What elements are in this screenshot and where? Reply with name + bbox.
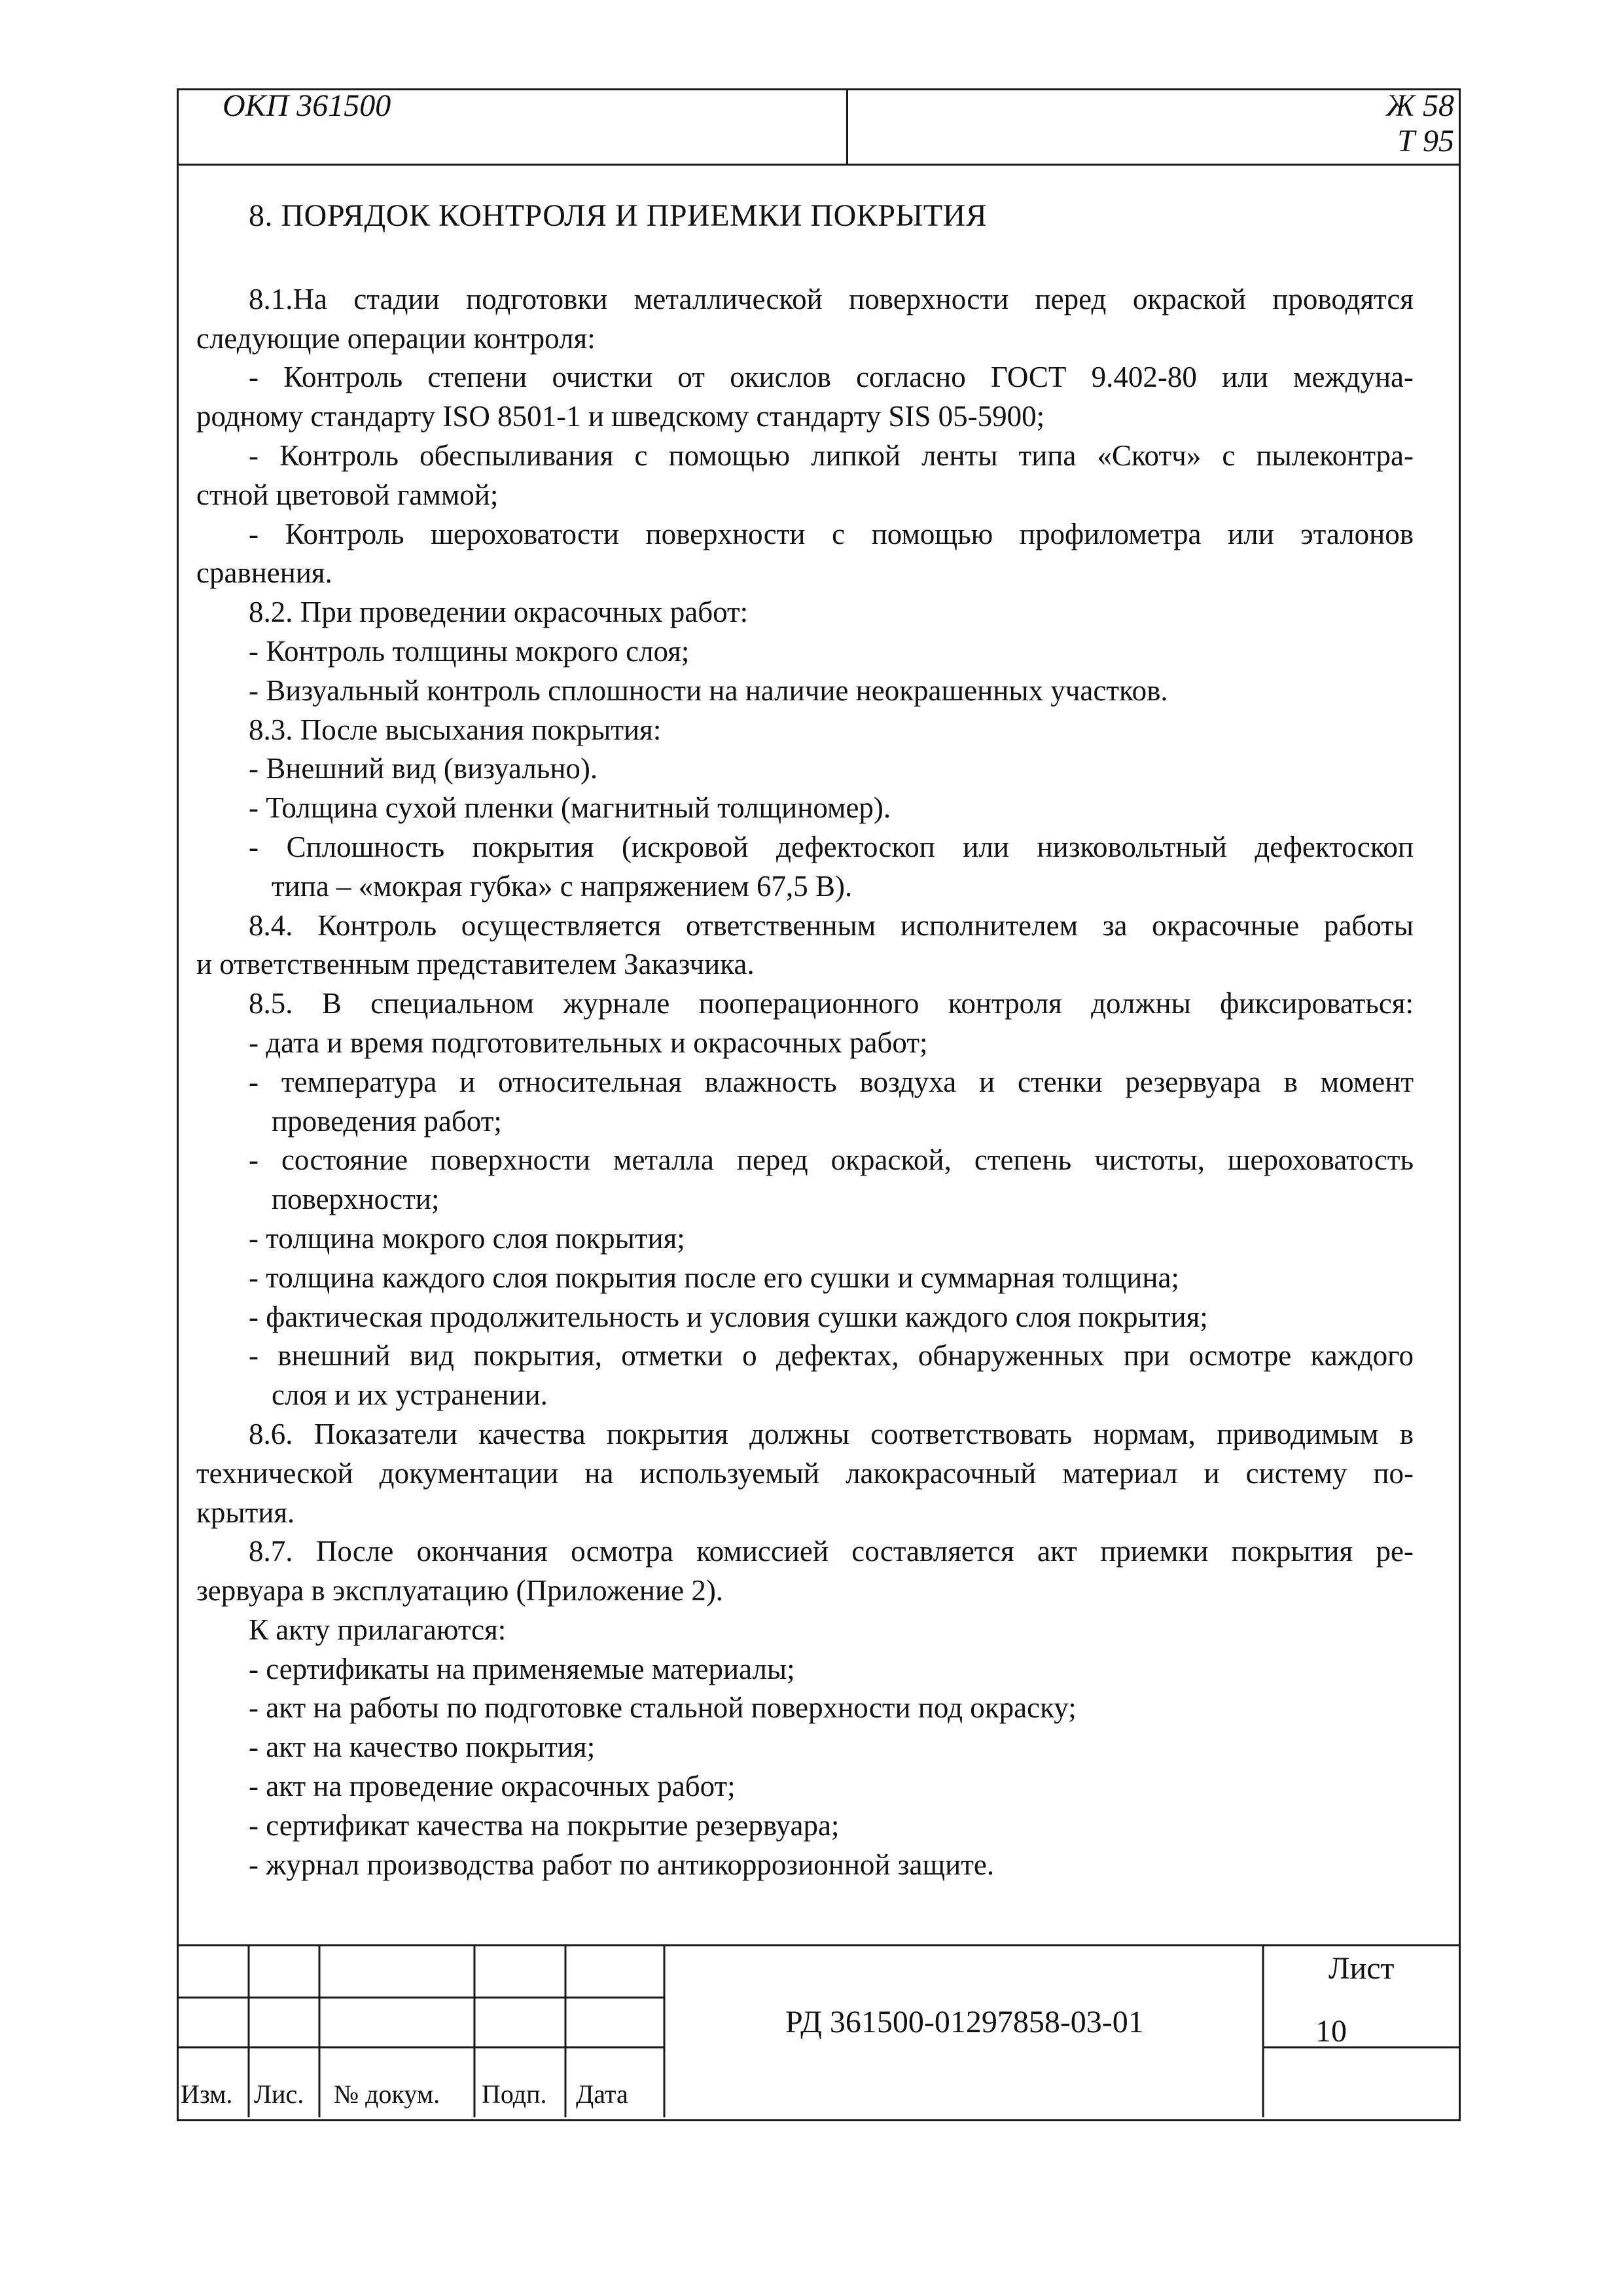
text-line: типа – «мокрая губка» с напряжением 67,5 В). [272,869,853,903]
sheet-number: 10 [1315,2014,1347,2049]
stamp-col-doc-number: № докум. [334,2079,440,2109]
okp-code: ОКП 361500 [223,88,391,123]
text-line: технической документации на используемый лакокрасочный материал и систему по- [196,1456,1414,1490]
text-line: 8.7. После окончания осмотра комиссией составляется акт приемки покрытия ре- [249,1535,1414,1568]
text-line: К акту прилагаются: [249,1613,507,1646]
section-title: 8. ПОРЯДОК КОНТРОЛЯ И ПРИЕМКИ ПОКРЫТИЯ [249,198,988,233]
header-divider [177,164,1459,166]
document-body [196,196,1414,1884]
text-line: - акт на работы по подготовке стальной поверхности под окраску; [249,1691,1077,1725]
text-line: - фактическая продолжительность и условия сушки каждого слоя покрытия; [249,1300,1208,1333]
text-line: 8.2. При проведении окрасочных работ: [249,596,749,629]
text-line: крытия. [196,1496,295,1529]
text-line: проведения работ; [272,1104,502,1138]
text-line: - сертификаты на применяемые материалы; [249,1652,795,1685]
text-line: зервуара в эксплуатацию (Приложение 2). [196,1574,724,1607]
text-line: - сертификат качества на покрытие резервуара; [249,1808,840,1842]
text-line: - Визуальный контроль сплошности на наличие неокрашенных участков. [249,673,1168,707]
text-line: 8.3. После высыхания покрытия: [249,713,662,746]
stamp-col-list: Лис. [254,2079,304,2109]
text-line: стной цветовой гаммой; [196,478,499,511]
text-line: - внешний вид покрытия, отметки о дефектах, обнаруженных при осмотре каждого [249,1339,1414,1372]
text-line: - акт на качество покрытия; [249,1731,596,1764]
text-line: поверхности; [272,1183,440,1216]
classification-code-2: Т 95 [1397,124,1454,158]
text-line: следующие операции контроля: [196,321,596,355]
text-line: - акт на проведение окрасочных работ; [249,1770,736,1803]
text-line: - состояние поверхности металла перед окраской, степень чистоты, шероховатость [249,1143,1414,1177]
text-line: и ответственным представителем Заказчика. [196,948,755,981]
text-line: слоя и их устранении. [272,1378,548,1412]
title-block [177,1944,1459,2117]
body-text [196,280,1414,1885]
text-line: - Контроль степени очистки от окислов согласно ГОСТ 9.402-80 или междуна- [249,361,1414,394]
stamp-col-signature: Подп. [482,2079,547,2109]
text-line: 8.1.На стадии подготовки металлической поверхности перед окраской проводятся [249,282,1414,315]
text-line: - Сплошность покрытия (искровой дефектоскоп или низковольтный дефектоскоп [249,830,1414,863]
document-code: РД 361500-01297858-03-01 [785,2005,1144,2039]
text-line: 8.6. Показатели качества покрытия должны соответствовать нормам, приводимым в [249,1417,1414,1450]
text-line: - дата и время подготовительных и окрасочных работ; [249,1026,928,1059]
text-line: - Толщина сухой пленки (магнитный толщиномер). [249,791,891,825]
stamp-col-date: Дата [576,2079,628,2109]
classification-code-1: Ж 58 [1386,88,1454,123]
text-line: - толщина каждого слоя покрытия после его сушки и суммарная толщина; [249,1261,1179,1294]
text-line: сравнения. [196,556,332,590]
text-line: - Контроль обеспыливания с помощью липкой ленты типа «Скотч» с пылеконтра- [249,439,1414,472]
text-line: 8.5. В специальном журнале пооперационного контроля должны фиксироваться: [249,987,1414,1020]
text-line: - Контроль толщины мокрого слоя; [249,634,690,668]
text-line: - толщина мокрого слоя покрытия; [249,1221,685,1255]
text-line: - журнал производства работ по антикоррозионной защите. [249,1848,995,1881]
text-line: - Контроль шероховатости поверхности с помощью профилометра или эталонов [249,517,1414,550]
text-line: - Внешний вид (визуально). [249,752,598,785]
text-line: 8.4. Контроль осуществляется ответственным исполнителем за окрасочные работы [249,908,1414,942]
text-line: - температура и относительная влажность воздуха и стенки резервуара в момент [249,1065,1414,1098]
sheet-label: Лист [1329,1951,1395,1986]
header-vertical-divider [846,88,848,164]
stamp-col-izm: Изм. [181,2079,233,2109]
text-line: родному стандарту ISO 8501-1 и шведскому стандарту SIS 05-5900; [196,400,1045,433]
